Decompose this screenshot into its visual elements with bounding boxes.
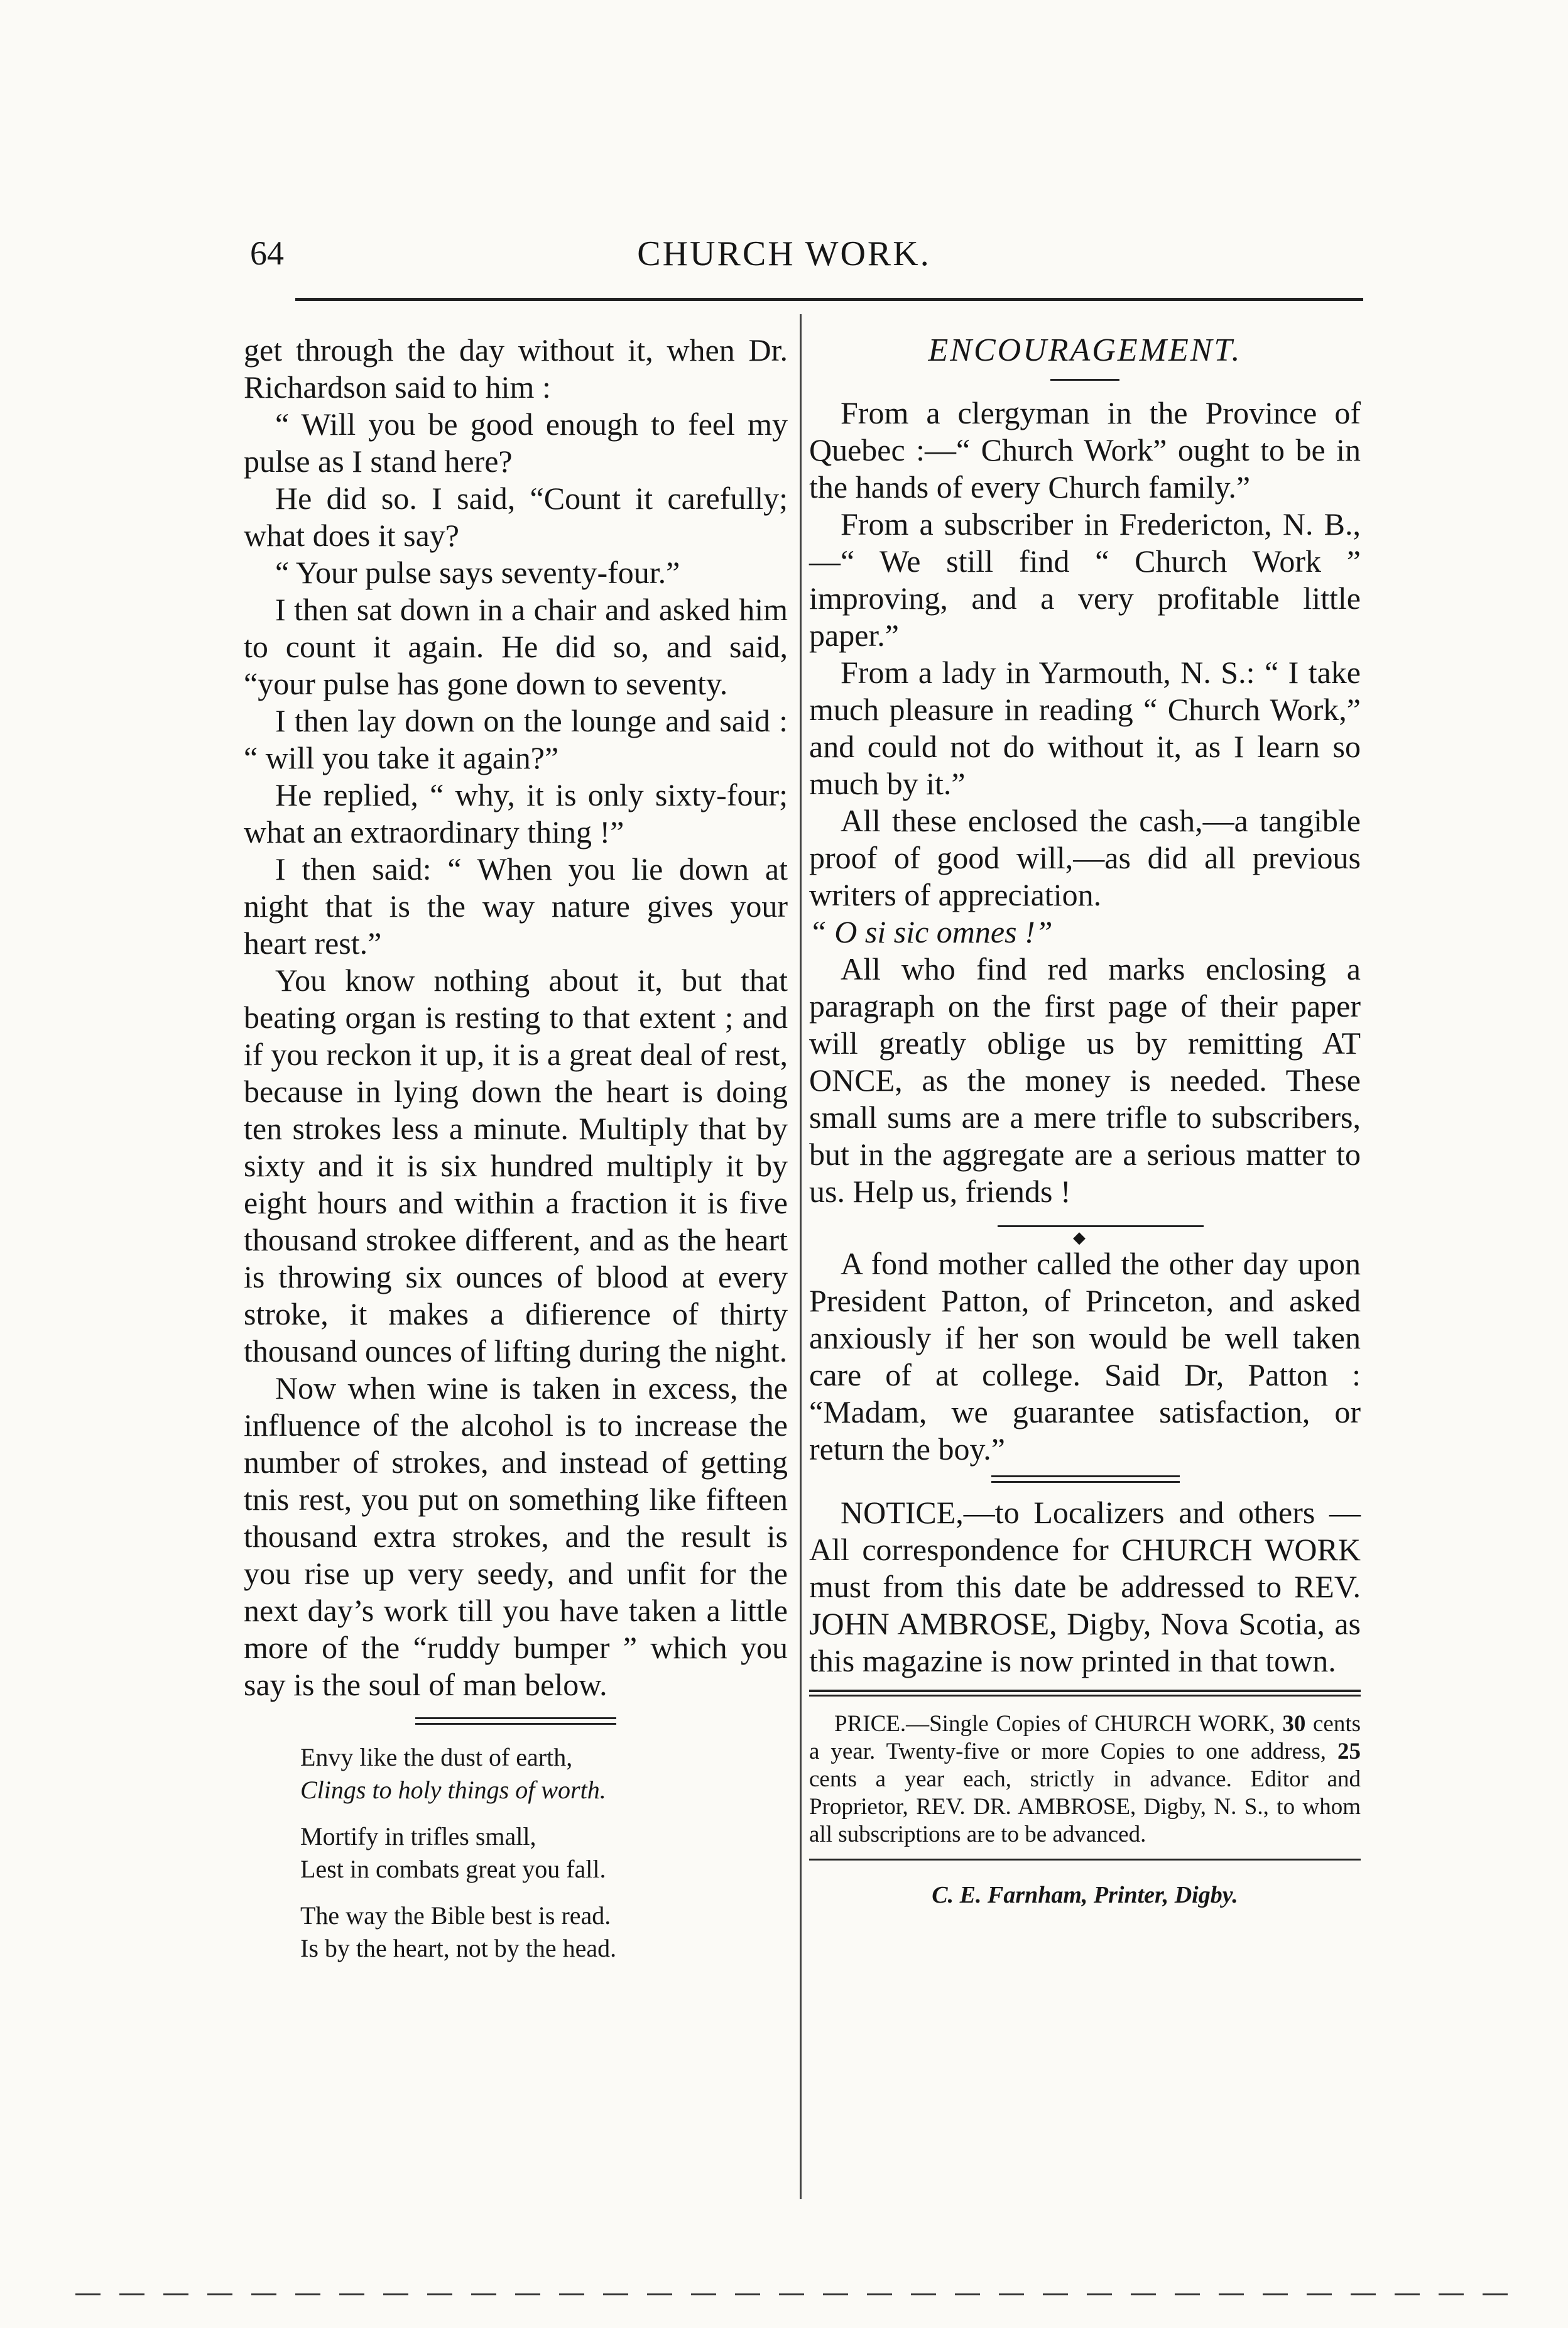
page-number: 64 (250, 234, 284, 272)
price-bulk: 25 (1337, 1739, 1361, 1764)
paragraph: From a subscriber in Fredericton, N. B.,—“ We still find “ Church Work ” improving, and a very profitable little paper.” (809, 506, 1361, 653)
paragraph: A fond mother called the other day upon President Patton, of Princeton, and asked anxiously if her son would be well taken care of at college. Said Dr, Patton : “Madam, we guarantee satisfaction, or return the boy.” (809, 1246, 1361, 1467)
paragraph: “ Will you be good enough to feel my pulse as I stand here? (244, 407, 788, 479)
double-rule (991, 1475, 1180, 1483)
poem (244, 1741, 788, 1965)
paragraph: From a lady in Yarmouth, N. S.: “ I take much pleasure in reading “ Church Work,” and could not do without it, as I learn so much by it.” (809, 655, 1361, 801)
column-divider (800, 314, 802, 2199)
header-rule (295, 298, 1363, 301)
paragraph: You know nothing about it, but that beating organ is resting to that extent ; and if you reckon it up, it is a great deal of rest, because in lying down the heart is doing ten strokes less a minute. Multiply that by sixty and it is six hundred multiply it by eight hours and within a fraction it is five thousand strokee different, and as the heart is throwing six ounces of blood at every stroke, it makes a difierence of thirty thousand ounces of lifting during the night. (244, 963, 788, 1369)
price-single: 30 (1282, 1711, 1306, 1737)
price-text: cents a year. Twenty-five or more Copies to one address, (809, 1711, 1361, 1764)
bottom-dashes (75, 2293, 1508, 2295)
left-column (244, 332, 788, 1979)
poem-line: Is by the heart, not by the head. (300, 1934, 617, 1962)
paragraph: get through the day without it, when Dr. Richardson said to him : (244, 332, 788, 405)
paragraph: Now when wine is taken in excess, the influence of the alcohol is to increase the number of strokes, and instead of getting tnis rest, you put on something like fifteen thousand extra strokes, and the result is you rise up very seedy, and unfit for the next day’s work till you have taken a little more of the “ruddy bumper ” which you say is the soul of man below. (244, 1370, 788, 1702)
diamond-ornament-icon: ◆ (1073, 1228, 1086, 1247)
poem-line: Mortify in trifles small, (300, 1822, 536, 1850)
price-rule (809, 1695, 1361, 1697)
notice: NOTICE,—to Localizers and others —All correspondence for CHURCH WORK must from this date be addressed to REV. JOHN AMBROSE, Digby, Nova Scotia, as this magazine is now printed in that town. (809, 1495, 1361, 1678)
paragraph: He did so. I said, “Count it carefully; what does it say? (244, 481, 788, 553)
right-column (809, 332, 1361, 1914)
price-notice (809, 1710, 1361, 1849)
latin-quote: “ O si sic omnes !” (809, 914, 1053, 949)
printer-line: C. E. Farnham, Printer, Digby. (932, 1882, 1238, 1908)
paragraph: “ Your pulse says seventy-four.” (275, 555, 680, 590)
poem-stanza (300, 1741, 788, 1806)
poem-stanza (300, 1820, 788, 1886)
section-heading: ENCOURAGEMENT. (928, 332, 1242, 368)
paragraph: All who find red marks enclosing a paragraph on the first page of their paper will greatly oblige us by remitting AT ONCE, as the money is needed. These small sums are a mere trifle to subscribers, but in the aggregate are a serious matter to us. Help us, friends ! (809, 951, 1361, 1209)
ornament-line (998, 1225, 1204, 1227)
ornament-rule (809, 1214, 1361, 1247)
heading-rule (1050, 379, 1119, 381)
poem-line: The way the Bible best is read. (300, 1901, 611, 1930)
poem-line: Clings to holy things of worth. (300, 1776, 606, 1804)
paragraph: I then sat down in a chair and asked him to count it again. He did so, and said, “your pulse has gone down to seventy. (244, 592, 788, 701)
double-rule (415, 1717, 616, 1725)
paragraph: I then said: “ When you lie down at night that is the way nature gives your heart rest.” (244, 851, 788, 961)
poem-line: Lest in combats great you fall. (300, 1855, 606, 1883)
paragraph: From a clergyman in the Province of Quebec :—“ Church Work” ought to be in the hands of every Church family.” (809, 395, 1361, 505)
poem-line: Envy like the dust of earth, (300, 1743, 573, 1771)
price-text: PRICE.—Single Copies of CHURCH WORK, (834, 1711, 1275, 1737)
printer-rule (809, 1859, 1361, 1861)
paragraph: I then lay down on the lounge and said : “ will you take it again?” (244, 703, 788, 775)
price-rule (809, 1690, 1361, 1692)
running-title: CHURCH WORK. (637, 234, 931, 273)
paragraph: All these enclosed the cash,—a tangible proof of good will,—as did all previous writers of appreciation. (809, 803, 1361, 912)
poem-stanza (300, 1899, 788, 1965)
price-text: cents a year each, strictly in advance. Editor and Proprietor, REV. DR. AMBROSE, Digby, N. S., to whom all subscriptions are to be advanced. (809, 1766, 1361, 1847)
paragraph: He replied, “ why, it is only sixty-four; what an extraordinary thing !” (244, 777, 788, 850)
